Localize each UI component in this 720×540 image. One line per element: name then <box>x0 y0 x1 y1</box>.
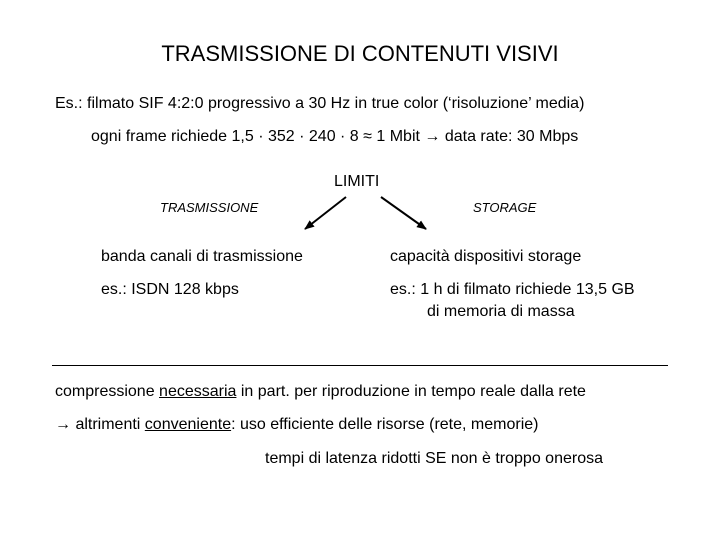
conclusion-line-2 <box>55 417 538 433</box>
conclusion-line-1 <box>55 384 586 400</box>
transmission-item-1: banda canali di trasmissione <box>101 248 303 265</box>
transmission-item-2: es.: ISDN 128 kbps <box>101 281 239 298</box>
conveniente-underlined: conveniente <box>144 416 232 433</box>
necessaria-underlined: necessaria <box>159 383 237 400</box>
storage-item-2-cont: di memoria di massa <box>427 303 575 320</box>
page-title: TRASMISSIONE DI CONTENUTI VISIVI <box>161 41 559 66</box>
example-line-2: ogni frame richiede 1,5 · 352 · 240 · 8 ≈ 1 Mbit → data rate: 30 Mbps <box>91 128 579 145</box>
conclusion-line-2-post: : uso efficiente delle risorse (rete, memorie) <box>231 416 539 433</box>
arrow-left <box>305 197 346 229</box>
transmission-label: TRASMISSIONE <box>160 200 259 215</box>
section-divider <box>52 365 668 366</box>
storage-item-2: es.: 1 h di filmato richiede 13,5 GB <box>390 281 635 298</box>
conclusion-line-1-pre: compressione <box>55 383 160 400</box>
conclusion-line-3: tempi di latenza ridotti SE non è troppo onerosa <box>265 450 603 467</box>
conclusion-line-1-post: in part. per riproduzione in tempo reale dalla rete <box>236 383 586 400</box>
conclusion-line-2-pre: → altrimenti <box>55 416 145 433</box>
example-line-1: Es.: filmato SIF 4:2:0 progressivo a 30 Hz in true color (‘risoluzione’ media) <box>55 95 585 112</box>
limits-heading: LIMITI <box>334 173 380 190</box>
storage-label: STORAGE <box>473 200 537 215</box>
arrow-right <box>381 197 426 229</box>
storage-item-1: capacità dispositivi storage <box>390 248 582 265</box>
